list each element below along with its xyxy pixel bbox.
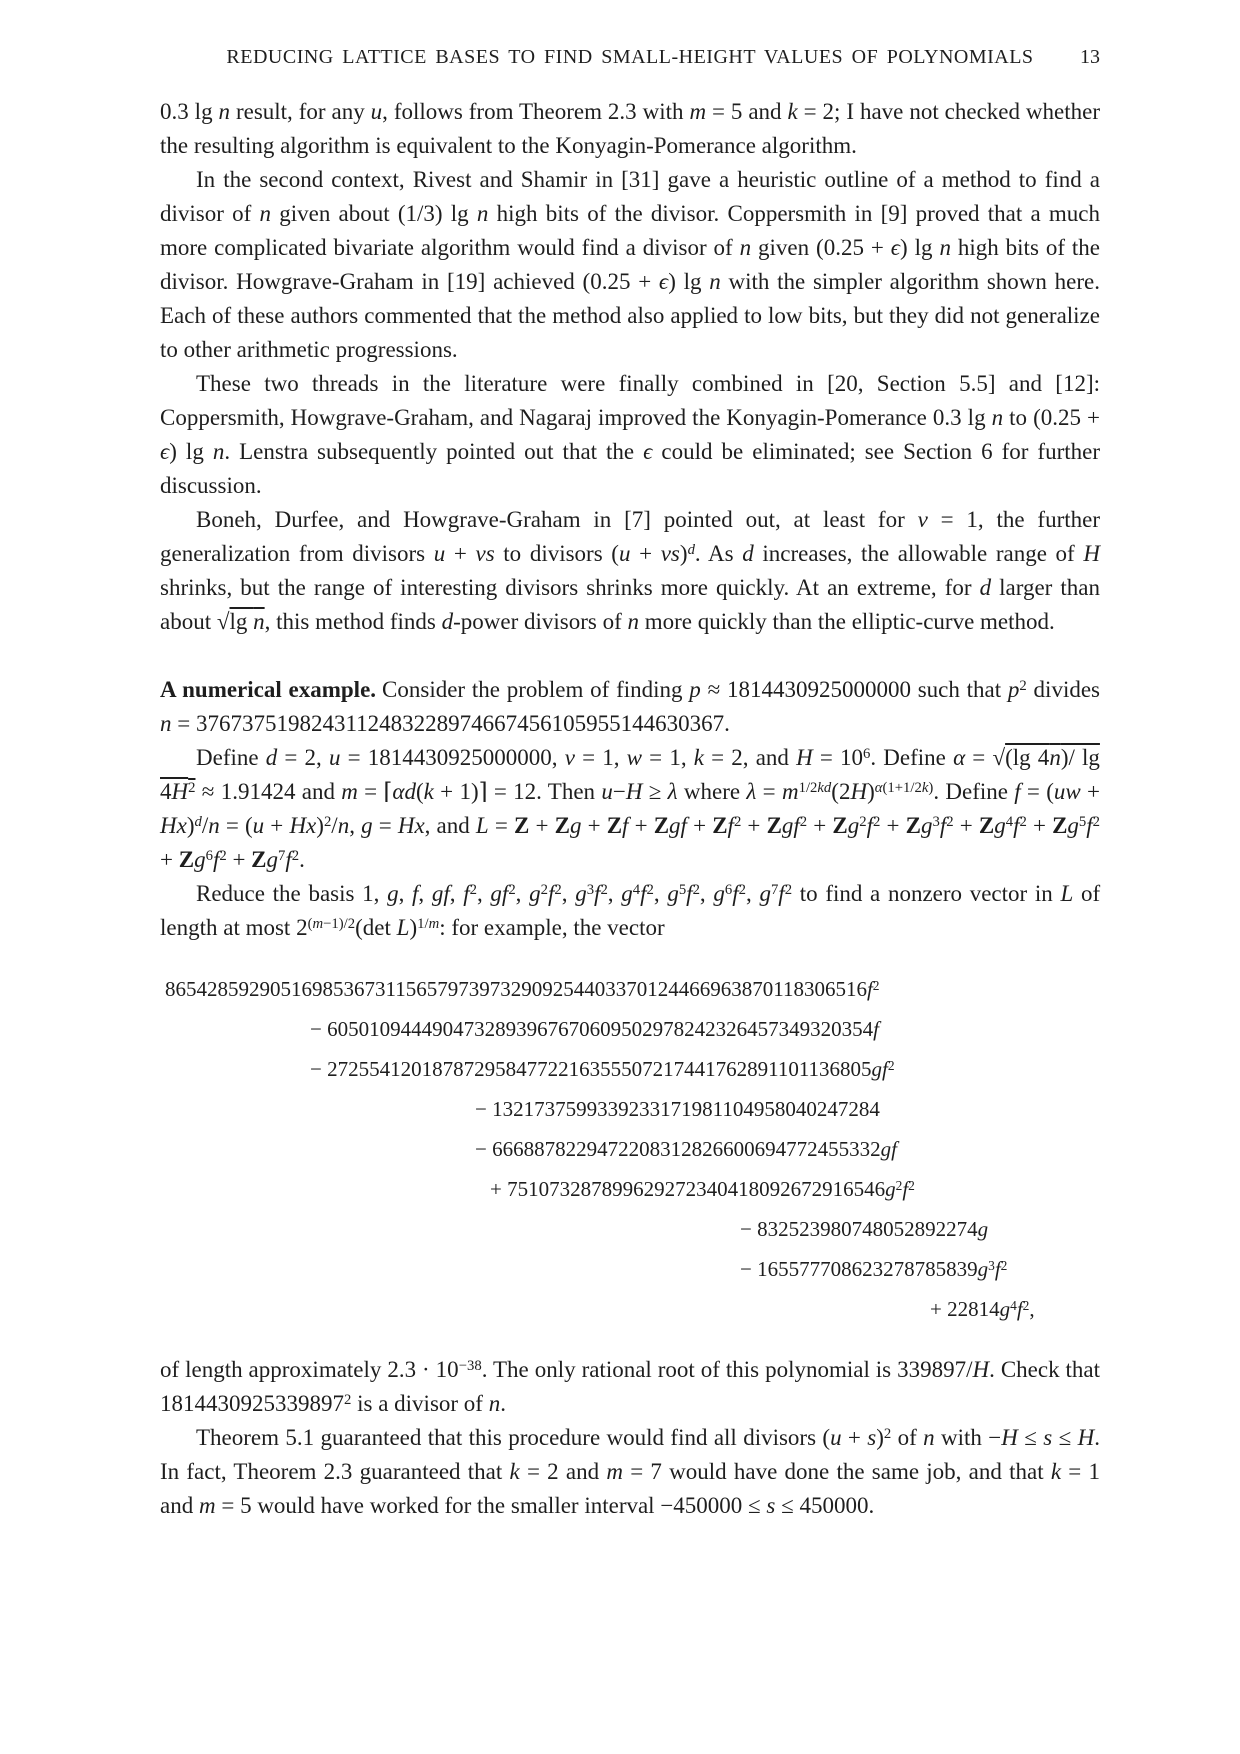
- equation-line-5: − 6668878229472208312826600694772455332gf: [475, 1137, 897, 1161]
- running-head: [160, 0, 1100, 69]
- running-head-text: REDUCING LATTICE BASES TO FIND SMALL-HEIGHT VALUES OF POLYNOMIALS: [226, 46, 1034, 68]
- page-number: 13: [1080, 46, 1100, 68]
- equation-line-4: − 1321737599339233171981104958040247284: [475, 1097, 880, 1121]
- equation-line-1: $8654285929051698536731156579739732909254403370124466963870118306516f^2$: [165, 977, 880, 1001]
- paragraph-intro-3: These two threads in the literature were finally combined in [20, Section 5.5] and [12]: Coppersmith, Howgrave-Graham, and Nagaraj improved the Konyagin-Pomerance 0.3 lg n to (0.25 + ϵ) lg n. Lenstra subsequently pointed out that the ϵ could be eliminated; see Section 6 for further discussion.: [160, 371, 1100, 498]
- equation-line-7: − 832523980748052892274g: [740, 1217, 989, 1241]
- paragraph-reduce-basis: Reduce the basis 1, g, f, gf, $f^2$, $gf^2$, $g^2f^2$, $g^3f^2$, $g^4f^2$, $g^5f^2$, $g^6f^2$, $g^7f^2$ to find a nonzero vector in L of length at most $2^{(m-1)/2}(\det$ L)$^{1/m}$: for example, the vector: [160, 881, 1101, 940]
- section-heading: A numerical example.: [160, 677, 377, 702]
- equation-line-9: + $22814g^4f^2$,: [930, 1297, 1035, 1321]
- equation-line-2: − 6050109444904732893967670609502978242326457349320354f: [310, 1017, 879, 1041]
- equation-line-6: + $751073287899629272340418092672916546g^2f^2$: [490, 1177, 915, 1201]
- paragraph-closing-1: of length approximately $2.3 \cdot 10^{-38}$. The only rational root of this polynomial is 339897/H. Check that 1814430925339897$^2$ is a divisor of n.: [160, 1357, 1101, 1416]
- paragraph-intro-1: 0.3 lg n result, for any u, follows from Theorem 2.3 with m = 5 and k = 2; I have not checked whether the resulting algorithm is equivalent to the Konyagin-Pomerance algorithm.: [160, 99, 1100, 158]
- section-intro-text: Consider the problem of finding p ≈ 1814430925000000 such that $p^2$ divides n = 3767375198243112483228974667456105955144630367.: [160, 677, 1100, 736]
- displayed-polynomial-equation: [160, 969, 1100, 1329]
- numerical-example-paragraph: [160, 673, 1100, 741]
- paragraph-define: Define d = 2, u = 1814430925000000, v = 1, w = 1, k = 2, and $H = 10^6$. Define α = √(lg 4n)/ $\lg 4H^2 \approx 1.91424$ and m = ⌈αd(k + 1)⌉ = 12. Then u−H ≥ λ where $\lambda = m^{1/2kd}(2H)^{\alpha(1+1/2k)}$. Define $f = (uw + Hx)^d/n = (u + Hx)^2/n$, g = Hx, and L = Z + Zg + Zf + Zgf + $Zf^2 + Zgf^2 + Zg^2f^2 + Zg^3f^2 + Zg^4f^2 + Zg^5f^2 + Zg^6f^2 + Zg^7f^2$.: [160, 745, 1101, 872]
- equation-line-3: − $2725541201878729584772216355507217441762891101136805gf^2$: [310, 1057, 895, 1081]
- paragraph-intro-2: In the second context, Rivest and Shamir in [31] gave a heuristic outline of a method to find a divisor of n given about (1/3) lg n high bits of the divisor. Coppersmith in [9] proved that a much more complicated bivariate algorithm would find a divisor of n given (0.25 + ϵ) lg n high bits of the divisor. Howgrave-Graham in [19] achieved (0.25 + ϵ) lg n with the simpler algorithm shown here. Each of these authors commented that the method also applied to low bits, but they did not generalize to other arithmetic progressions.: [160, 167, 1101, 362]
- page-body: [160, 95, 1100, 1523]
- equation-line-8: − $165577708623278785839g^3f^2$: [740, 1257, 1008, 1281]
- paragraph-closing-2: Theorem 5.1 guaranteed that this procedure would find all divisors $(u + s)^2$ of n with −H ≤ s ≤ H. In fact, Theorem 2.3 guaranteed that k = 2 and m = 7 would have done the same job, and that k = 1 and m = 5 would have worked for the smaller interval −450000 ≤ s ≤ 450000.: [160, 1425, 1100, 1518]
- paragraph-intro-4: Boneh, Durfee, and Howgrave-Graham in [7] pointed out, at least for v = 1, the further generalization from divisors u + vs to divisors (u + vs)$^d$. As d increases, the allowable range of H shrinks, but the range of interesting divisors shrinks more quickly. At an extreme, for d larger than about √lg n, this method finds d-power divisors of n more quickly than the elliptic-curve method.: [160, 507, 1100, 634]
